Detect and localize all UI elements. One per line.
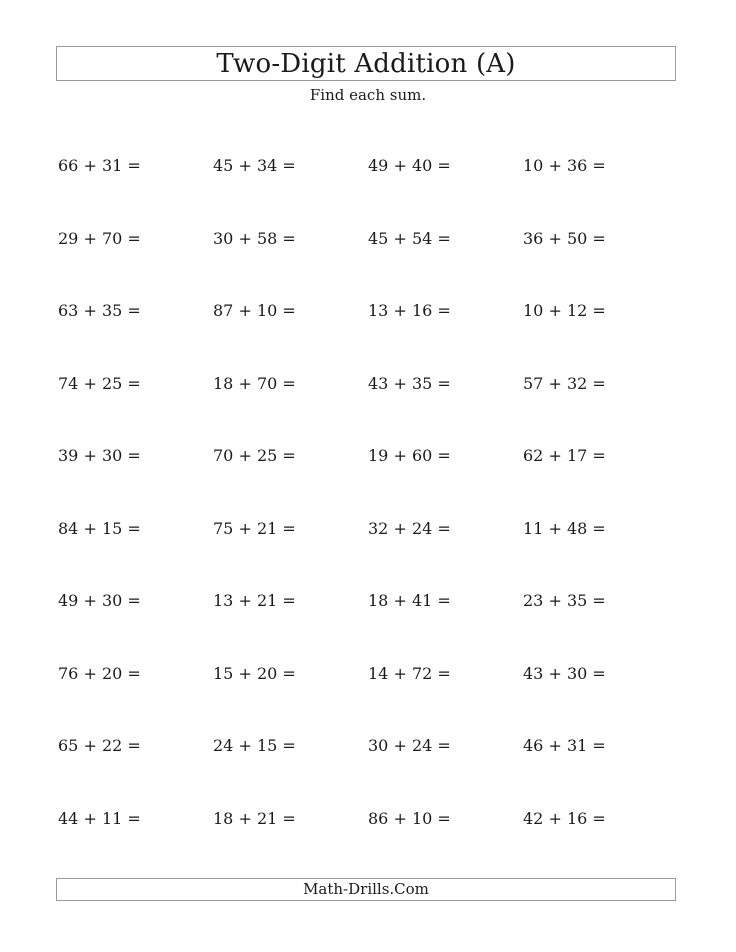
addition-problem: 18 + 70 =	[213, 374, 296, 393]
addition-problem: 30 + 24 =	[368, 736, 451, 755]
addition-problem: 19 + 60 =	[368, 446, 451, 465]
addition-problem: 62 + 17 =	[523, 446, 606, 465]
addition-problem: 36 + 50 =	[523, 229, 606, 248]
addition-problem: 39 + 30 =	[58, 446, 141, 465]
addition-problem: 15 + 20 =	[213, 664, 296, 683]
instructions: Find each sum.	[309, 86, 427, 104]
addition-problem: 65 + 22 =	[58, 736, 141, 755]
addition-problem: 44 + 11 =	[58, 809, 141, 828]
addition-problem: 23 + 35 =	[523, 591, 606, 610]
addition-problem: 49 + 30 =	[58, 591, 141, 610]
addition-problem: 18 + 41 =	[368, 591, 451, 610]
addition-problem: 87 + 10 =	[213, 301, 296, 320]
addition-problem: 13 + 21 =	[213, 591, 296, 610]
addition-problem: 63 + 35 =	[58, 301, 141, 320]
problems-grid	[58, 0, 678, 900]
addition-problem: 57 + 32 =	[523, 374, 606, 393]
addition-problem: 84 + 15 =	[58, 519, 141, 538]
addition-problem: 70 + 25 =	[213, 446, 296, 465]
addition-problem: 43 + 30 =	[523, 664, 606, 683]
addition-problem: 10 + 36 =	[523, 156, 606, 175]
addition-problem: 24 + 15 =	[213, 736, 296, 755]
addition-problem: 10 + 12 =	[523, 301, 606, 320]
addition-problem: 45 + 54 =	[368, 229, 451, 248]
addition-problem: 29 + 70 =	[58, 229, 141, 248]
page-title: Two-Digit Addition (A)	[216, 48, 516, 79]
addition-problem: 86 + 10 =	[368, 809, 451, 828]
addition-problem: 13 + 16 =	[368, 301, 451, 320]
addition-problem: 75 + 21 =	[213, 519, 296, 538]
addition-problem: 32 + 24 =	[368, 519, 451, 538]
addition-problem: 43 + 35 =	[368, 374, 451, 393]
addition-problem: 46 + 31 =	[523, 736, 606, 755]
addition-problem: 30 + 58 =	[213, 229, 296, 248]
addition-problem: 76 + 20 =	[58, 664, 141, 683]
addition-problem: 18 + 21 =	[213, 809, 296, 828]
addition-problem: 45 + 34 =	[213, 156, 296, 175]
addition-problem: 42 + 16 =	[523, 809, 606, 828]
addition-problem: 11 + 48 =	[523, 519, 606, 538]
addition-problem: 49 + 40 =	[368, 156, 451, 175]
addition-problem: 14 + 72 =	[368, 664, 451, 683]
footer-box	[56, 878, 676, 901]
addition-problem: 66 + 31 =	[58, 156, 141, 175]
footer-site-name: Math-Drills.Com	[303, 880, 429, 898]
addition-problem: 74 + 25 =	[58, 374, 141, 393]
